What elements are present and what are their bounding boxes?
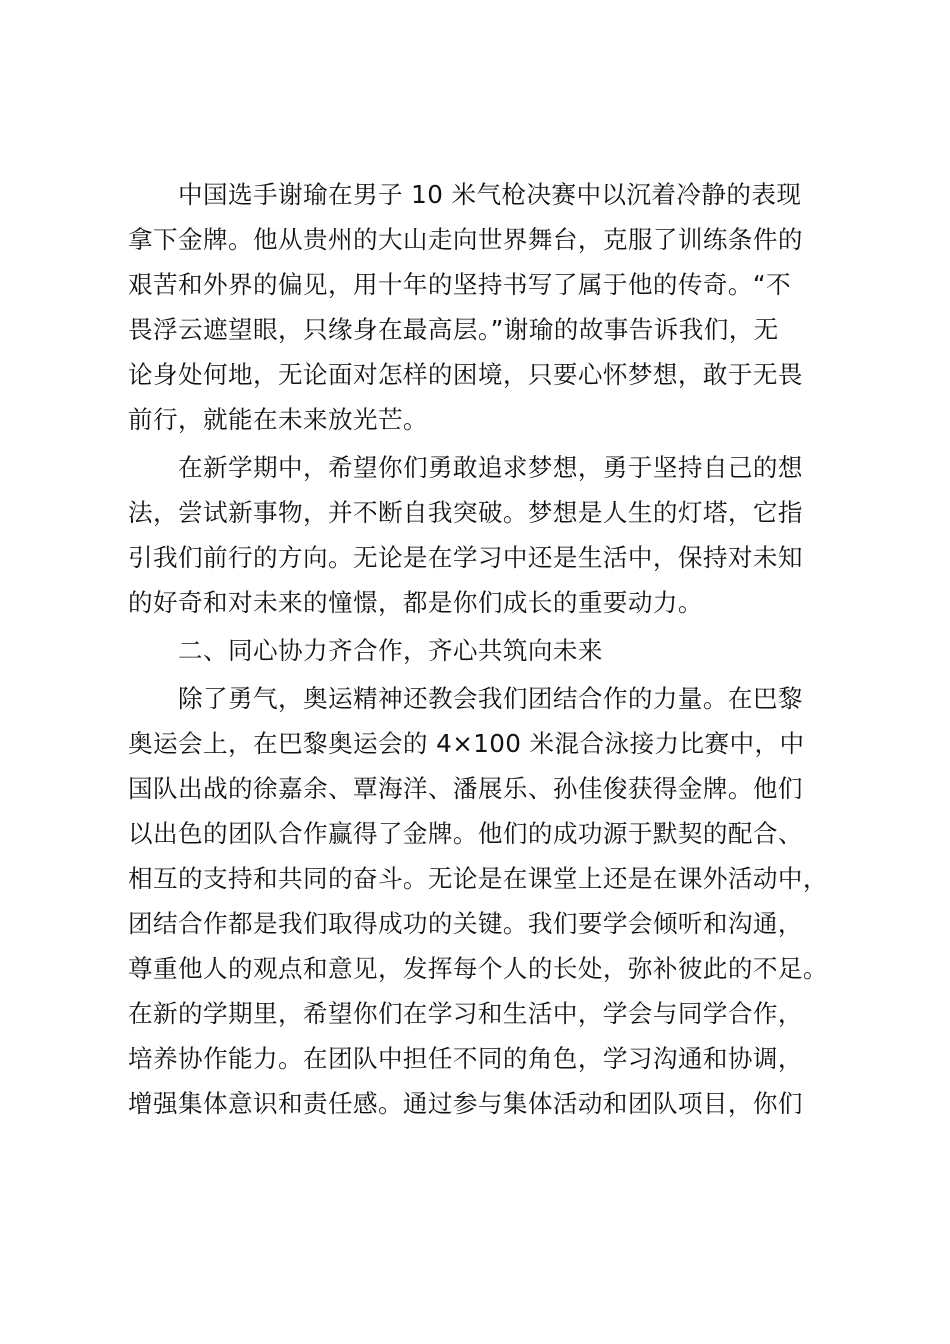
- paragraph-line: 中国选手谢瑜在男子 10 米气枪决赛中以沉着冷静的表现: [178, 180, 802, 209]
- section-heading: [128, 628, 840, 673]
- paragraph-line: 拿下金牌。他从贵州的大山走向世界舞台，克服了训练条件的: [128, 225, 803, 254]
- paragraph-line: 增强集体意识和责任感。通过参与集体活动和团队项目，你们: [128, 1089, 803, 1118]
- paragraph-line: 畏浮云遮望眼，只缘身在最高层。”谢瑜的故事告诉我们，无: [128, 315, 779, 344]
- paragraph-line: 培养协作能力。在团队中担任不同的角色，学习沟通和协调，: [128, 1044, 803, 1073]
- heading-line: 二、同心协力齐合作，齐心共筑向未来: [178, 636, 603, 665]
- paragraph-line: 以出色的团队合作赢得了金牌。他们的成功源于默契的配合、: [128, 819, 803, 848]
- paragraph-line: 国队出战的徐嘉余、覃海洋、潘展乐、孙佳俊获得金牌。他们: [128, 774, 803, 803]
- paragraph-line: 法，尝试新事物，并不断自我突破。梦想是人生的灯塔，它指: [128, 498, 803, 527]
- paragraph-line: 引我们前行的方向。无论是在学习中还是生活中，保持对未知: [128, 543, 803, 572]
- paragraph-line: 团结合作都是我们取得成功的关键。我们要学会倾听和沟通，: [128, 909, 803, 938]
- document-body: [128, 172, 840, 1129]
- paragraph-line: 的好奇和对未来的憧憬，都是你们成长的重要动力。: [128, 588, 703, 617]
- paragraph-xie-yu: [128, 172, 840, 442]
- paragraph-line: 在新的学期里，希望你们在学习和生活中，学会与同学合作，: [128, 999, 803, 1028]
- paragraph-new-semester: [128, 445, 840, 625]
- paragraph-line: 相互的支持和共同的奋斗。无论是在课堂上还是在课外活动中，: [128, 864, 828, 893]
- paragraph-line: 除了勇气，奥运精神还教会我们团结合作的力量。在巴黎: [178, 684, 803, 713]
- paragraph-line: 尊重他人的观点和意见，发挥每个人的长处，弥补彼此的不足。: [128, 954, 828, 983]
- paragraph-line: 论身处何地，无论面对怎样的困境，只要心怀梦想，敢于无畏: [128, 360, 803, 389]
- paragraph-line: 前行，就能在未来放光芒。: [128, 405, 428, 434]
- paragraph-line: 奥运会上，在巴黎奥运会的 4×100 米混合泳接力比赛中，中: [128, 729, 805, 758]
- paragraph-line: 在新学期中，希望你们勇敢追求梦想，勇于坚持自己的想: [178, 453, 803, 482]
- paragraph-line: 艰苦和外界的偏见，用十年的坚持书写了属于他的传奇。“不: [128, 270, 791, 299]
- paragraph-teamwork: [128, 676, 840, 1126]
